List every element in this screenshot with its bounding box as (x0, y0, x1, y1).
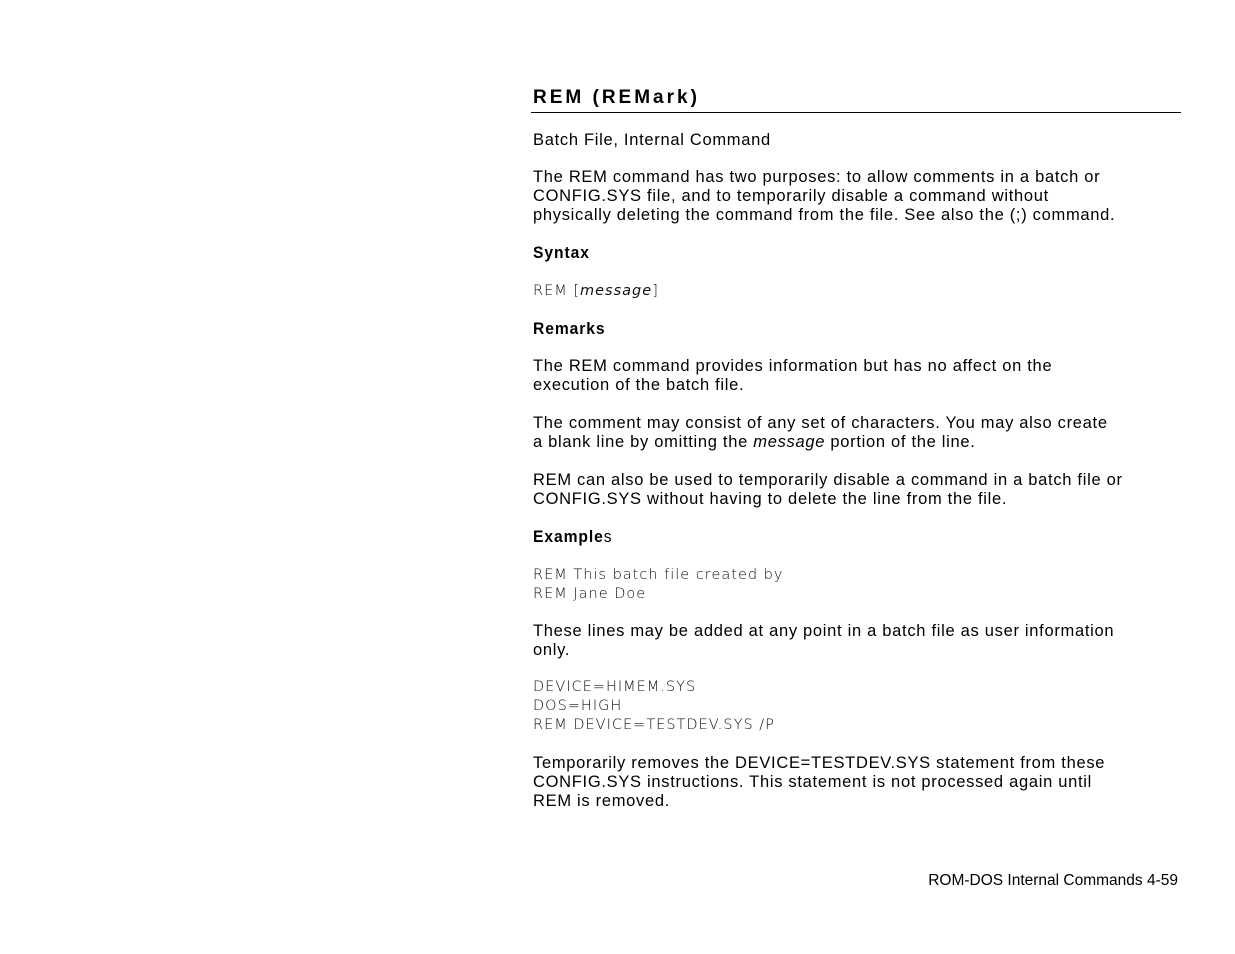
remarks-paragraph-3: REM can also be used to temporarily disable a command in a batch file or CONFIG.SYS without having to delete the line from the file. (533, 471, 1123, 508)
syntax-prefix: REM [ (533, 283, 581, 299)
example-code-1: REM This batch file created by REM Jane Doe (533, 567, 784, 602)
remarks-p2-before: The comment may consist of any set of characters. You may also create a blank line by omitting the (533, 414, 1108, 451)
remarks-p2-italic: message (753, 433, 826, 451)
syntax-param: message (580, 283, 653, 299)
page-content (533, 86, 1181, 811)
examples-heading-tail: s (603, 527, 613, 546)
remarks-p2-after: portion of the line. (825, 433, 976, 451)
syntax-line (533, 282, 1181, 301)
section-title-row (531, 86, 1181, 113)
syntax-suffix: ] (652, 283, 659, 299)
examples-heading (533, 527, 1129, 547)
syntax-heading: Syntax (533, 243, 590, 262)
examples-heading-bold: Example (533, 527, 604, 546)
example-code-2: DEVICE=HIMEM.SYS DOS=HIGH REM DEVICE=TESTDEV.SYS /P (533, 679, 775, 733)
remarks-heading: Remarks (533, 319, 606, 338)
page-footer: ROM-DOS Internal Commands 4-59 (928, 872, 1178, 889)
example-description-1: These lines may be added at any point in a batch file as user information only. (533, 622, 1115, 659)
section-subtitle: Batch File, Internal Command (533, 131, 771, 149)
section-title: REM (REMark) (533, 87, 700, 108)
intro-paragraph: The REM command has two purposes: to allow comments in a batch or CONFIG.SYS file, and to temporarily disable a command without physically deleting the command from the file. See also the (;) command. (533, 168, 1116, 224)
remarks-paragraph-2 (533, 414, 1181, 452)
remarks-paragraph-1: The REM command provides information but has no affect on the execution of the batch file. (533, 357, 1053, 394)
example-description-2: Temporarily removes the DEVICE=TESTDEV.SYS statement from these CONFIG.SYS instructions. This statement is not processed again until REM is removed. (533, 754, 1106, 810)
